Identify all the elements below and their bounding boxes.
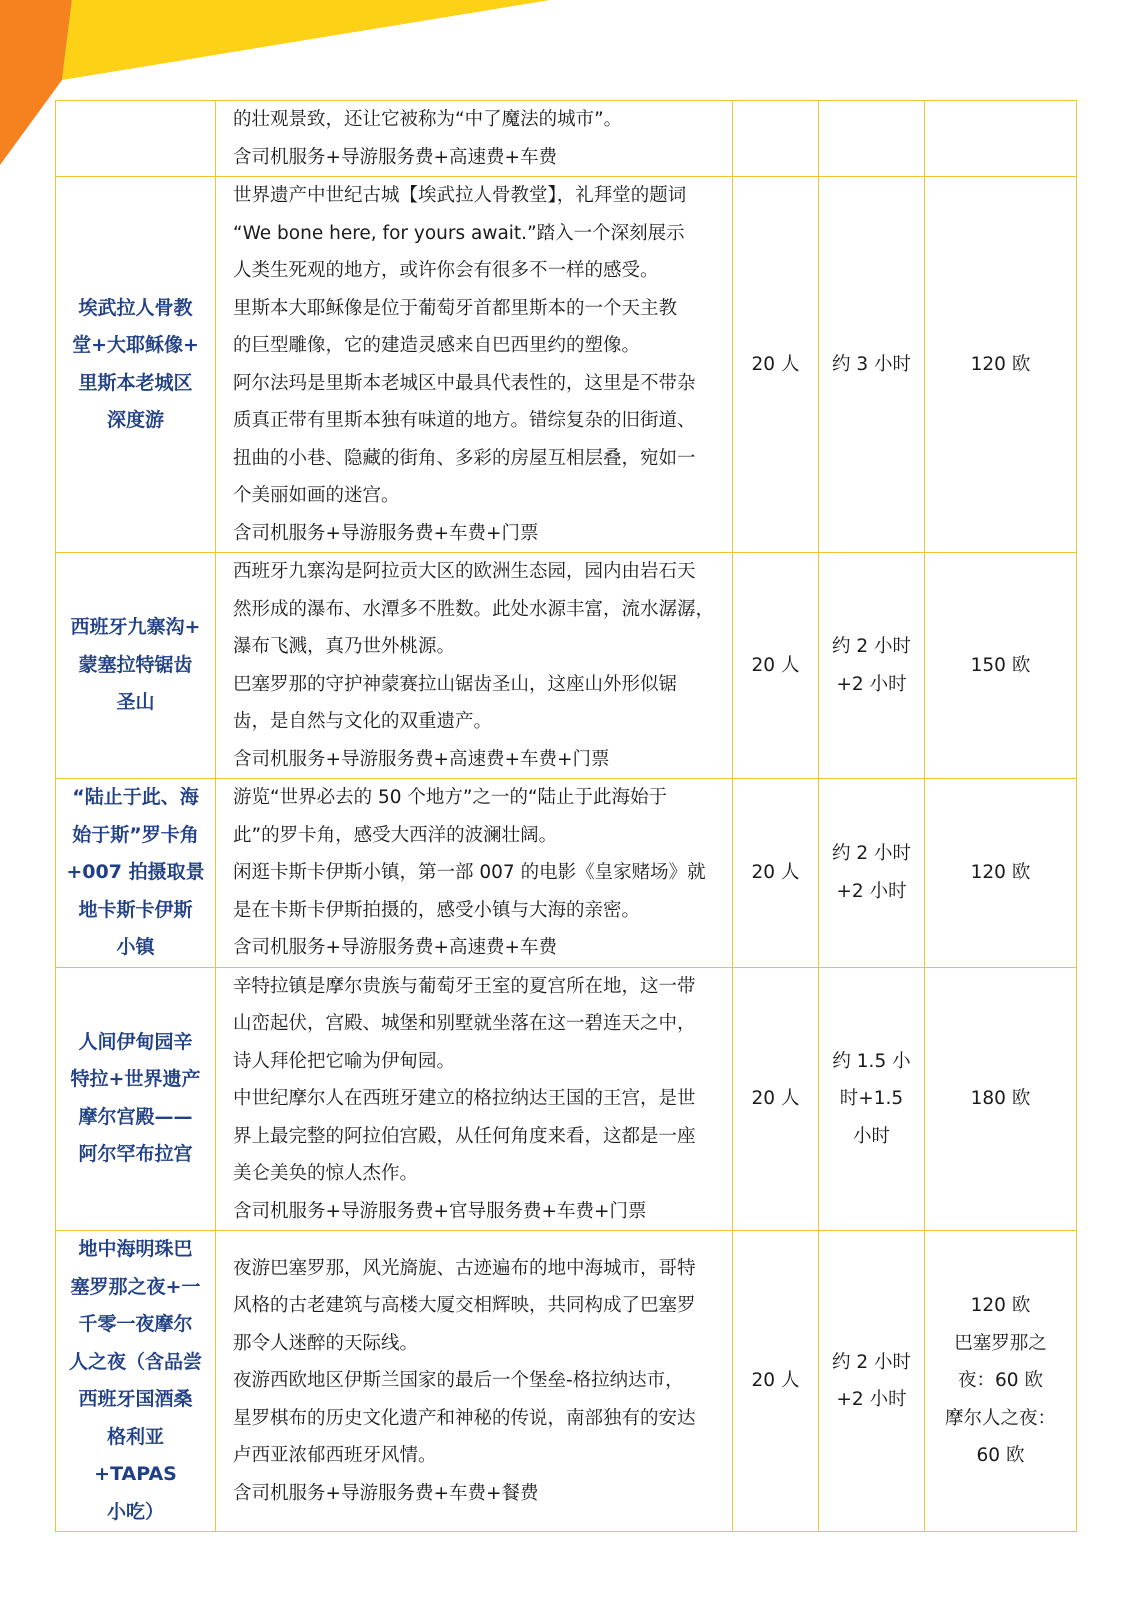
tour-description-line: 辛特拉镇是摩尔贵族与葡萄牙王室的夏宫所在地，这一带	[233, 975, 696, 997]
tour-name-line: 深度游	[106, 409, 164, 431]
tour-name-cell	[56, 553, 216, 779]
price-line: 120 欧	[970, 862, 1031, 883]
price-cell	[925, 1231, 1077, 1532]
tour-description-line: 是在卡斯卡伊斯拍摄的，感受小镇与大海的亲密。	[233, 899, 641, 921]
tour-name-line: 西班牙国酒桑	[78, 1388, 193, 1410]
tour-row	[56, 553, 1077, 779]
tour-description-line: 里斯本大耶稣像是位于葡萄牙首都里斯本的一个天主教	[233, 297, 678, 319]
tour-name-line: 地卡斯卡伊斯	[78, 898, 193, 921]
price-line: 夜：60 欧	[958, 1370, 1043, 1392]
tour-description-line: 星罗棋布的历史文化遗产和神秘的传说，南部独有的安达	[233, 1407, 696, 1429]
duration-line: +2 小时	[836, 1389, 907, 1410]
tour-description-line: 诗人拜伦把它喻为伊甸园。	[233, 1050, 456, 1072]
tour-description-line: 含司机服务+导游服务费+高速费+车费+门票	[233, 748, 610, 770]
duration-line: 约 3 小时	[831, 353, 912, 375]
tour-description-line: 人类生死观的地方，或许你会有很多不一样的感受。	[233, 260, 659, 281]
tour-description-cell	[216, 177, 733, 553]
tour-name-line: 蒙塞拉特锯齿	[78, 653, 193, 676]
duration-line: 约 2 小时	[831, 636, 912, 657]
duration-line: 约 1.5 小	[832, 1050, 911, 1072]
tour-description-line: 阿尔法玛是里斯本老城区中最具代表性的，这里是不带杂	[233, 372, 696, 394]
tour-name-line: 特拉+世界遗产	[70, 1068, 201, 1091]
group-size-cell: 20 人	[733, 779, 819, 968]
tour-name-line: 人之夜（含品尝	[68, 1350, 202, 1373]
tour-description-line: 质真正带有里斯本独有味道的地方。错综复杂的旧街道、	[233, 410, 696, 431]
group-size-cell	[733, 101, 819, 177]
price-cell	[925, 779, 1077, 968]
tour-description-line: 的壮观景致，还让它被称为“中了魔法的城市”。	[233, 109, 623, 130]
tour-description-line: 含司机服务+导游服务费+车费+门票	[233, 522, 539, 544]
price-line: 120 欧	[970, 353, 1031, 375]
tour-description-line: 巴塞罗那的守护神蒙赛拉山锯齿圣山，这座山外形似锯	[233, 673, 678, 695]
tour-name-line: 千零一夜摩尔	[78, 1313, 193, 1335]
price-line: 巴塞罗那之	[954, 1332, 1047, 1354]
tour-description-line: 美仑美奂的惊人杰作。	[233, 1163, 419, 1184]
duration-cell	[819, 553, 925, 779]
tour-description-cell	[216, 967, 733, 1231]
price-line: 150 欧	[970, 654, 1031, 676]
tour-name-cell	[56, 177, 216, 553]
duration-line: 约 2 小时	[831, 1351, 912, 1373]
tour-row	[56, 1231, 1077, 1532]
tour-description-line: 山峦起伏，宫殿、城堡和别墅就坐落在这一碧连天之中，	[233, 1013, 696, 1034]
tour-name-cell	[56, 967, 216, 1231]
tour-description-cell	[216, 101, 733, 177]
duration-line: 时+1.5	[839, 1088, 904, 1109]
tour-description-line: 的巨型雕像，它的建造灵感来自巴西里约的塑像。	[233, 335, 641, 356]
tour-name-line: 塞罗那之夜+一	[70, 1275, 201, 1298]
tour-name-line: 小吃）	[106, 1500, 164, 1523]
tour-description-line: 含司机服务+导游服务费+官导服务费+车费+门票	[233, 1200, 647, 1222]
tour-description-line: 夜游巴塞罗那，风光旖旎、古迹遍布的地中海城市，哥特	[233, 1257, 696, 1279]
tour-name-line: 格利亚+TAPAS	[94, 1425, 177, 1485]
tour-description-line: 此”的罗卡角，感受大西洋的波澜壮阔。	[233, 824, 558, 846]
group-size-cell: 20 人	[733, 1231, 819, 1532]
price-cell	[925, 101, 1077, 177]
tour-name-line: 堂+大耶稣像+	[72, 334, 199, 356]
duration-line: 小时	[852, 1125, 890, 1147]
tour-name-cell	[56, 101, 216, 177]
tour-description-line: 然形成的瀑布、水潭多不胜数。此处水源丰富，流水潺潺，	[233, 598, 715, 620]
tour-description-cell	[216, 1231, 733, 1532]
tour-name-line: 里斯本老城区	[78, 371, 193, 394]
tour-name-line: 地中海明珠巴	[78, 1238, 193, 1260]
tour-description-line: 界上最完整的阿拉伯宫殿，从任何角度来看，这都是一座	[233, 1125, 696, 1147]
group-size-cell: 20 人	[733, 967, 819, 1231]
tour-description-line: 世界遗产中世纪古城【埃武拉人骨教堂】，礼拜堂的题词	[233, 185, 687, 206]
tour-description-line: 夜游西欧地区伊斯兰国家的最后一个堡垒-格拉纳达市，	[233, 1370, 684, 1392]
duration-cell	[819, 779, 925, 968]
price-cell	[925, 553, 1077, 779]
tour-description-line: 中世纪摩尔人在西班牙建立的格拉纳达王国的王宫，是世	[233, 1088, 696, 1109]
duration-cell	[819, 967, 925, 1231]
duration-cell	[819, 101, 925, 177]
tour-name-line: 小镇	[116, 936, 155, 958]
duration-line: +2 小时	[836, 880, 907, 902]
tour-row	[56, 101, 1077, 177]
tour-description-line: 那令人迷醉的天际线。	[233, 1332, 419, 1354]
tour-name-line: 圣山	[116, 691, 155, 714]
duration-line: +2 小时	[836, 673, 907, 695]
tour-name-line: 始于斯”罗卡角	[72, 823, 199, 846]
tour-name-cell	[56, 779, 216, 968]
tour-description-line: 含司机服务+导游服务费+车费+餐费	[233, 1482, 539, 1504]
tour-description-line: 闲逛卡斯卡伊斯小镇，第一部 007 的电影《皇家赌场》就	[233, 862, 706, 883]
tour-description-cell	[216, 779, 733, 968]
tour-name-line: 摩尔宫殿——	[78, 1105, 193, 1128]
price-line: 180 欧	[970, 1088, 1031, 1109]
duration-line: 约 2 小时	[831, 843, 912, 865]
tour-description-line: 卢西亚浓郁西班牙风情。	[233, 1445, 437, 1467]
tour-row	[56, 967, 1077, 1231]
tour-table-body	[56, 101, 1077, 1532]
tour-description-line: 风格的古老建筑与高楼大厦交相辉映，共同构成了巴塞罗	[233, 1295, 696, 1317]
tour-name-cell	[56, 1231, 216, 1532]
yellow-stripe-shape	[62, 0, 550, 80]
tour-description-line: 含司机服务+导游服务费+高速费+车费	[233, 146, 558, 168]
price-line: 摩尔人之夜：	[944, 1407, 1056, 1429]
tour-description-line: “We bone here, for yours await.”踏入一个深刻展示	[233, 222, 685, 244]
price-cell	[925, 177, 1077, 553]
tour-row	[56, 779, 1077, 968]
duration-cell	[819, 177, 925, 553]
tour-description-line: 含司机服务+导游服务费+高速费+车费	[233, 937, 558, 958]
tour-description-line: 扭曲的小巷、隐藏的街角、多彩的房屋互相层叠，宛如一	[233, 447, 696, 469]
tour-name-line: 阿尔罕布拉宫	[78, 1143, 193, 1166]
group-size-cell: 20 人	[733, 177, 819, 553]
tour-description-line: 游览“世界必去的 50 个地方”之一的“陆止于此海始于	[233, 787, 668, 808]
tour-description-line: 齿，是自然与文化的双重遗产。	[233, 711, 493, 732]
tour-row	[56, 177, 1077, 553]
tour-name-line: “陆止于此、海	[72, 786, 199, 808]
tour-name-line: 人间伊甸园辛	[78, 1030, 193, 1053]
tour-description-line: 个美丽如画的迷宫。	[233, 485, 400, 506]
tour-name-line: 埃武拉人骨教	[78, 296, 193, 319]
tour-description-line: 瀑布飞溅，真乃世外桃源。	[233, 636, 456, 657]
tour-table	[55, 100, 1077, 1532]
group-size-cell: 20 人	[733, 553, 819, 779]
tour-description-line: 西班牙九寨沟是阿拉贡大区的欧洲生态园，园内由岩石天	[233, 561, 696, 582]
price-line: 120 欧	[970, 1295, 1031, 1317]
tour-name-line: 西班牙九寨沟+	[70, 616, 201, 639]
tour-name-line: +007 拍摄取景	[66, 861, 205, 883]
price-cell	[925, 967, 1077, 1231]
tour-description-cell	[216, 553, 733, 779]
price-line: 60 欧	[976, 1445, 1025, 1467]
duration-cell	[819, 1231, 925, 1532]
